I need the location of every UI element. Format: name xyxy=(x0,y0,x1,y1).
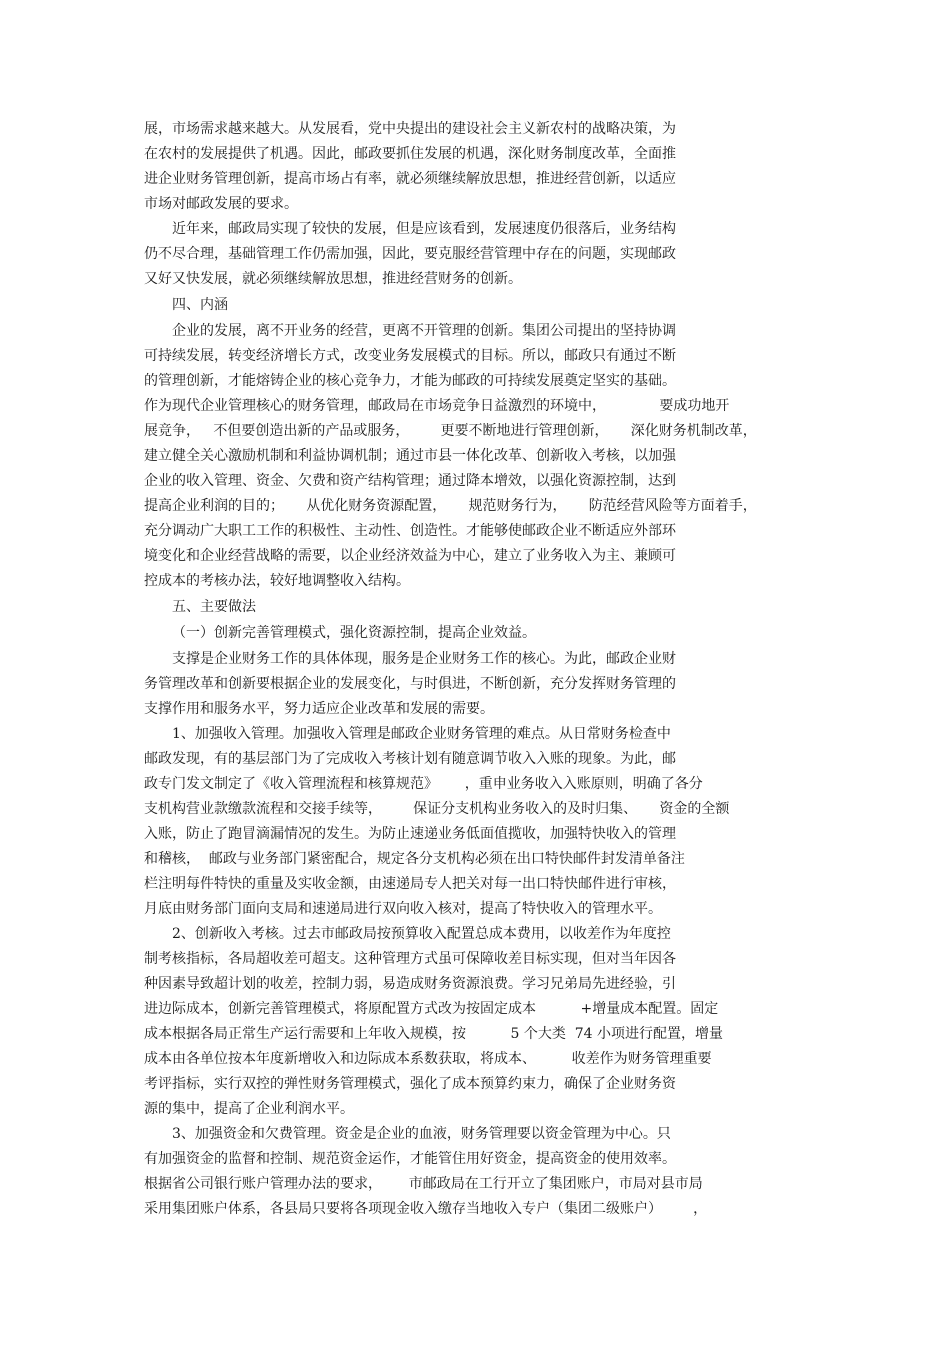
text-line: 月底由财务部门面向支局和速递局进行双向收入核对，提高了特快收入的管理水平。 xyxy=(144,901,662,917)
text-line: 的管理创新，才能熔铸企业的核心竞争力，才能为邮政的可持续发展奠定坚实的基础。 xyxy=(144,373,676,389)
text-line: 仍不尽合理，基础管理工作仍需加强，因此，要克服经营管理中存在的问题，实现邮政 xyxy=(144,246,676,262)
text-line: 根据省公司银行账户管理办法的要求， 市邮政局在工行开立了集团账户，市局对县市局 xyxy=(144,1176,703,1192)
text-line: 3、加强资金和欠费管理。资金是企业的血液，财务管理要以资金管理为中心。只 xyxy=(172,1126,671,1142)
text-line: 有加强资金的监督和控制、规范资金运作，才能管住用好资金，提高资金的使用效率。 xyxy=(144,1151,676,1167)
section-heading: 五、主要做法 xyxy=(172,599,256,615)
text-line: 支机构营业款缴款流程和交接手续等， 保证分支机构业务收入的及时归集、 资金的全额 xyxy=(144,801,730,817)
text-line: 市场对邮政发展的要求。 xyxy=(144,196,298,212)
text-line: 控成本的考核办法，较好地调整收入结构。 xyxy=(144,573,410,589)
text-line: 在农村的发展提供了机遇。因此，邮政要抓住发展的机遇，深化财务制度改革，全面推 xyxy=(144,146,676,162)
text-line: 种因素导致超计划的收差，控制力弱，易造成财务资源浪费。学习兄弟局先进经验，引 xyxy=(144,976,676,992)
text-line: 采用集团账户体系，各县局只要将各项现金收入缴存当地收入专户（集团二级账户） ， xyxy=(144,1201,708,1217)
text-line: 又好又快发展，就必须继续解放思想，推进经营财务的创新。 xyxy=(144,271,522,287)
text-line: 进边际成本，创新完善管理模式，将原配置方式改为按固定成本 +增量成本配置。固定 xyxy=(144,1001,719,1017)
text-line: 务管理改革和创新要根据企业的发展变化，与时俱进，不断创新，充分发挥财务管理的 xyxy=(144,676,676,692)
text-line: 制考核指标，各局超收差可超支。这种管理方式虽可保障收差目标实现，但对当年因各 xyxy=(144,951,676,967)
text-line: 企业的发展，离不开业务的经营，更离不开管理的创新。集团公司提出的坚持协调 xyxy=(172,323,676,339)
text-line: 成本由各单位按本年度新增收入和边际成本系数获取，将成本、 收差作为财务管理重要 xyxy=(144,1051,712,1067)
text-line: 充分调动广大职工工作的积极性、主动性、创造性。才能够使邮政企业不断适应外部环 xyxy=(144,523,676,539)
text-line: 源的集中，提高了企业利润水平。 xyxy=(144,1101,354,1117)
text-line: 邮政发现，有的基层部门为了完成收入考核计划有随意调节收入入账的现象。为此，邮 xyxy=(144,751,676,767)
section-heading: 四、内涵 xyxy=(172,297,228,313)
text-line: 提高企业利润的目的； 从优化财务资源配置， 规范财务行为， 防范经营风险等方面着手， xyxy=(144,498,757,514)
text-line: 近年来，邮政局实现了较快的发展，但是应该看到，发展速度仍很落后，业务结构 xyxy=(172,221,676,237)
subsection-heading: （一）创新完善管理模式，强化资源控制，提高企业效益。 xyxy=(172,625,536,641)
text-line: 政专门发文制定了《收入管理流程和核算规范》 ，重申业务收入入账原则，明确了各分 xyxy=(144,776,703,792)
text-line: 1、加强收入管理。加强收入管理是邮政企业财务管理的难点。从日常财务检查中 xyxy=(172,726,671,742)
text-line: 支撑作用和服务水平，努力适应企业改革和发展的需要。 xyxy=(144,701,494,717)
text-line: 支撑是企业财务工作的具体体现，服务是企业财务工作的核心。为此，邮政企业财 xyxy=(172,651,676,667)
text-line: 入账，防止了跑冒滴漏情况的发生。为防止速递业务低面值揽收，加强特快收入的管理 xyxy=(144,826,676,842)
text-line: 展竞争， 不但要创造出新的产品或服务， 更要不断地进行管理创新， 深化财务机制改革， xyxy=(144,423,757,439)
text-line: 可持续发展，转变经济增长方式，改变业务发展模式的目标。所以，邮政只有通过不断 xyxy=(144,348,676,364)
text-line: 考评指标，实行双控的弹性财务管理模式，强化了成本预算约束力，确保了企业财务资 xyxy=(144,1076,676,1092)
text-line: 展，市场需求越来越大。从发展看，党中央提出的建设社会主义新农村的战略决策，为 xyxy=(144,121,676,137)
text-line: 境变化和企业经营战略的需要，以企业经济效益为中心，建立了业务收入为主、兼顾可 xyxy=(144,548,676,564)
text-line: 进企业财务管理创新，提高市场占有率，就必须继续解放思想，推进经营创新，以适应 xyxy=(144,171,676,187)
text-line: 建立健全关心激励机制和利益协调机制；通过市县一体化改革、创新收入考核，以加强 xyxy=(144,448,676,464)
text-line: 和稽核， 邮政与业务部门紧密配合，规定各分支机构必须在出口特快邮件封发清单备注 xyxy=(144,851,685,867)
text-line: 2、创新收入考核。过去市邮政局按预算收入配置总成本费用，以收差作为年度控 xyxy=(172,926,671,942)
text-line: 作为现代企业管理核心的财务管理，邮政局在市场竞争日益激烈的环境中， 要成功地开 xyxy=(144,398,730,414)
text-line: 栏注明每件特快的重量及实收金额，由速递局专人把关对每一出口特快邮件进行审核， xyxy=(144,876,676,892)
text-line: 企业的收入管理、资金、欠费和资产结构管理；通过降本增效，以强化资源控制，达到 xyxy=(144,473,676,489)
text-line: 成本根据各局正常生产运行需要和上年收入规模，按 5 个大类 74 小项进行配置，增量 xyxy=(144,1026,724,1042)
